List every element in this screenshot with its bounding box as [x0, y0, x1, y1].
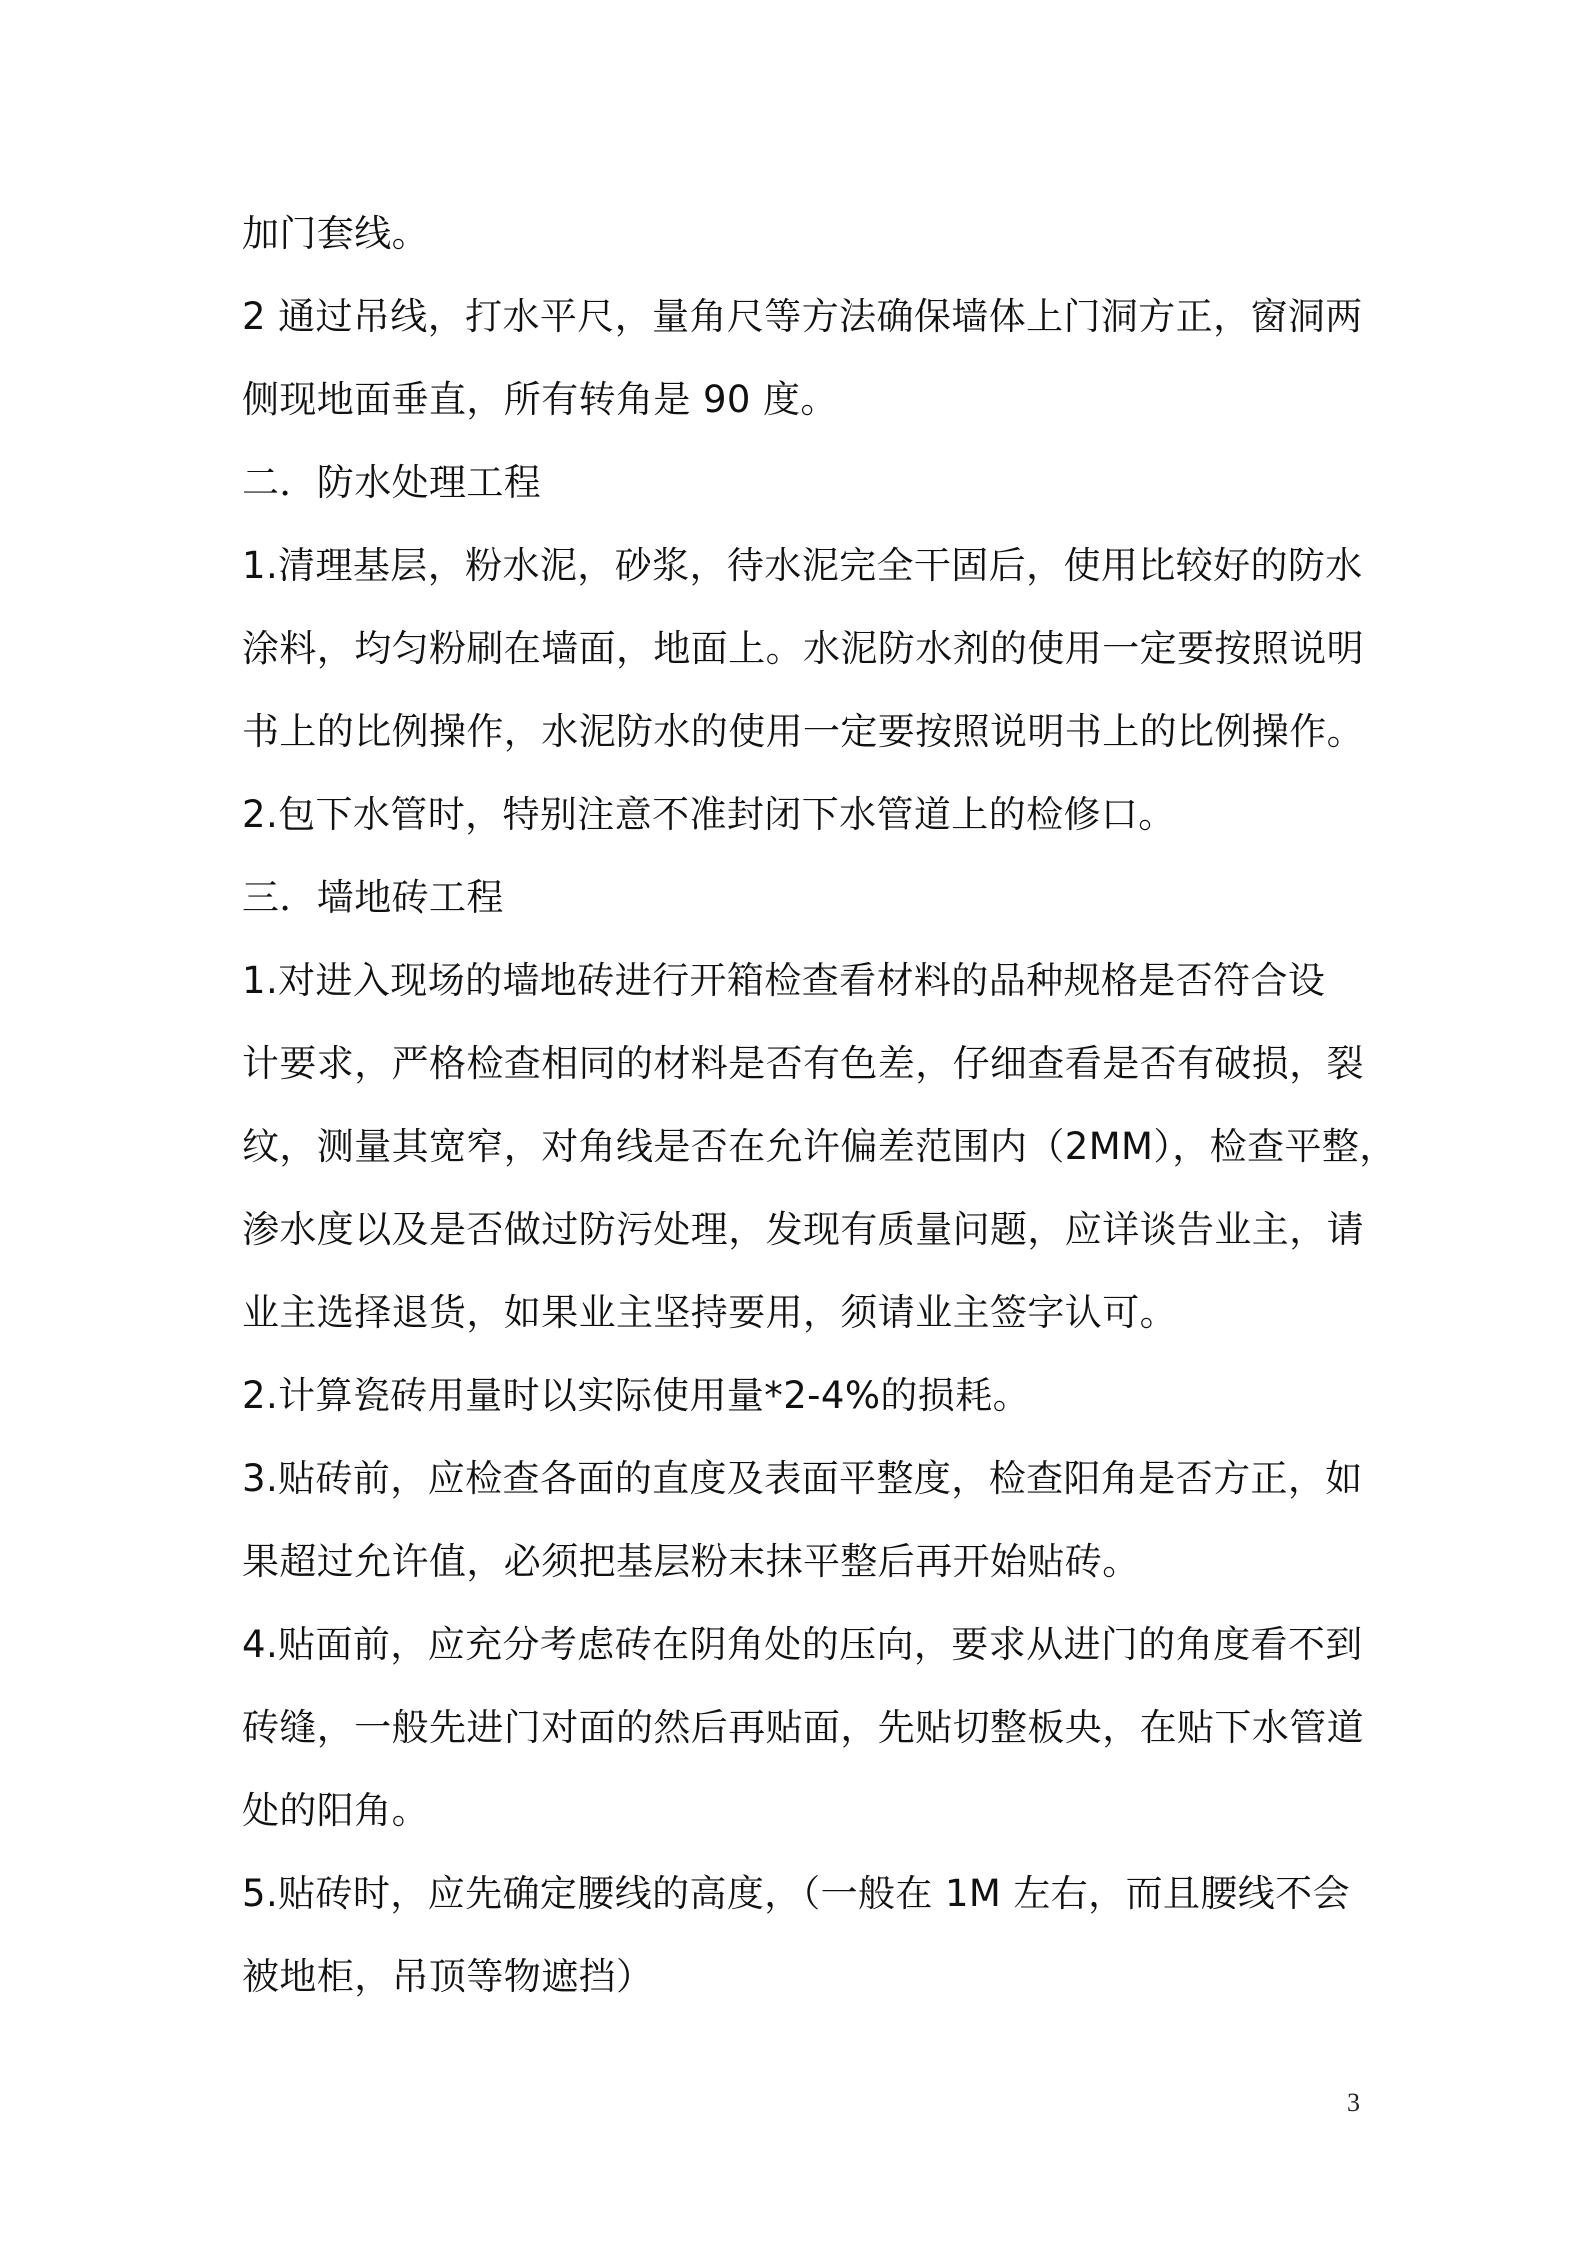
- text-line: 1.对进入现场的墙地砖进行开箱检查看材料的品种规格是否符合设: [242, 959, 1326, 1002]
- text-line: 1.清理基层，粉水泥，砂浆，待水泥完全干固后，使用比较好的防水: [242, 544, 1363, 587]
- text-line: 加门套线。: [242, 212, 429, 255]
- text-line: 砖缝，一般先进门对面的然后再贴面，先贴切整板央，在贴下水管道: [242, 1706, 1364, 1749]
- text-line: 渗水度以及是否做过防污处理，发现有质量问题，应详谈告业主，请: [242, 1208, 1364, 1251]
- page-number: 3: [1347, 2088, 1360, 2117]
- text-line: 3.贴砖前，应检查各面的直度及表面平整度，检查阳角是否方正，如: [242, 1457, 1363, 1500]
- text-line: 书上的比例操作，水泥防水的使用一定要按照说明书上的比例操作。: [242, 710, 1364, 753]
- section-heading-tiles: 三．墙地砖工程: [242, 876, 504, 919]
- text-line: 2 通过吊线，打水平尺，量角尺等方法确保墙体上门洞方正，窗洞两: [242, 295, 1363, 338]
- text-line: 4.贴面前，应充分考虑砖在阴角处的压向，要求从进门的角度看不到: [242, 1623, 1363, 1666]
- text-line: 侧现地面垂直，所有转角是 90 度。: [242, 378, 838, 421]
- text-line: 5.贴砖时，应先确定腰线的高度，（一般在 1M 左右，而且腰线不会: [242, 1872, 1350, 1915]
- text-line: 涂料，均匀粉刷在墙面，地面上。水泥防水剂的使用一定要按照说明: [242, 627, 1364, 670]
- section-heading-waterproofing: 二．防水处理工程: [242, 461, 542, 504]
- text-line: 计要求，严格检查相同的材料是否有色差，仔细查看是否有破损，裂: [242, 1042, 1364, 1085]
- text-line: 2.包下水管时，特别注意不准封闭下水管道上的检修口。: [242, 793, 1176, 836]
- text-line: 2.计算瓷砖用量时以实际使用量*2-4%的损耗。: [242, 1374, 1030, 1417]
- text-line: 处的阳角。: [242, 1789, 429, 1832]
- text-line: 果超过允许值，必须把基层粉末抹平整后再开始贴砖。: [242, 1540, 1140, 1583]
- text-line: 业主选择退货，如果业主坚持要用，须请业主签字认可。: [242, 1291, 1177, 1334]
- document-body: [242, 192, 1397, 2018]
- text-line: 被地柜，吊顶等物遮挡）: [242, 1955, 654, 1998]
- text-line: 纹，测量其宽窄，对角线是否在允许偏差范围内（2MM），检查平整，: [242, 1125, 1397, 1168]
